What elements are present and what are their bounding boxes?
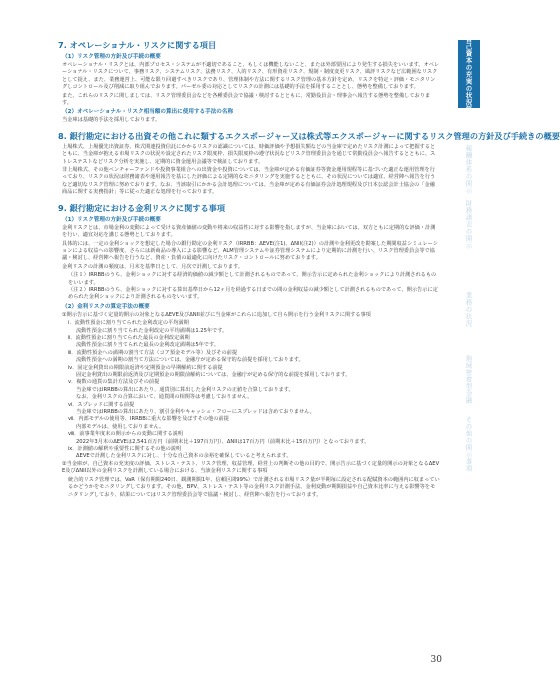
list-item-detail: 流動性預金に割り当てられた最長の金利改定満期は5年です。 [76,342,219,349]
list-item-detail: 流動性預金への満期の割当て方法については、金融庁が定める保守的な前提を採用しております。 [76,357,304,364]
sidebar-tab-business-status[interactable] [458,275,480,343]
section-7-paragraph-3: 当金庫は基礎的手法を採用しております。 [62,117,161,124]
section-8-title: 8. 銀行勘定における出資その他これに類するエクスポージャー又は株式等エクスポージャーに関するリスク管理の方針及び手続きの概要 [58,130,560,141]
list-item: ⅸ．計測値の解釈や重要性に関するその他の説明 [68,446,182,453]
section-9-clause-1: ①開示告示に基づく定量的開示の対象となるΔEVE及びΔNII並びに当金庫がこれらに追加して自ら開示を行う金利リスクに関する事項 [62,311,371,318]
sidebar-tab-financial-statements[interactable] [458,190,480,258]
sidebar-tab-label: 財務諸表の開示 [464,199,473,249]
sidebar-tab-label: 地域密着型金融 [464,354,473,404]
section-9-clause-2: ②当金庫が、自己資本の充実度の評価、ストレス・テスト、リスク管理、収益管理、経営上の判断その他の目的で、開示告示に基づく定量的開示の対象となるΔEVE及びΔNII以外の金利リスクを計測している場合における、当該金利リスクに関する事項 [62,460,440,475]
section-8-paragraph-2: 非上場株式、その他ベンチャーファンドや投資事業組合への出資金や投資については、当金庫が定める有価証券等資金運用規程等に基づいた適正な運用管理を行っており、リスクの状況は財務諸表や運用報告を基にした評価による定期的なモニタリングを実施するとともに、その状況については適宜、経営陣へ報告を行うなど適切なリスク管理に努めております。なお、当該取引にかかる会計処理については、当金庫が定める有価証券会計処理規程及び日本公認会計士協会の「金融商品に関する実務指針」等に従った適正な処理を行っております。 [62,167,436,196]
sidebar-tab-label: その他の開示事項 [464,416,473,472]
section-9-subheading-2: （2）金利リスクの算定手法の概要 [62,303,150,310]
sidebar-tab-regional-finance[interactable] [458,345,480,413]
list-item-detail: なお、金利リスクの合算において、通貨間の相関等は考慮しておりません。 [76,394,253,401]
list-item: ⅱ．流動性預金に割り当てられた最長の金利改定満期 [68,334,190,341]
section-9-paragraph-1: 金利リスクとは、市場金利の変動によって受ける資産価値の変動や将来の収益性に対する影響を指しますが、当金庫においては、双方ともに定期的な評価・計測を行い、適宜対応を講じる態勢としております。 [62,224,436,239]
list-item-detail: 当金庫ではIRRBBの算出にあたり、通貨別に算出した金利リスクの正値を合算しております。 [76,386,294,393]
list-item: ⅴ．複数の通貨の集計方法及びその前提 [68,379,160,386]
list-item-detail: 当金庫ではIRRBBの算出にあたり、割引金利やキャッシュ・フローにスプレッドは含めておりません。 [76,409,315,416]
sidebar-tab-label: 報酬体系の開示 [464,144,473,194]
section-9-note-1: （注１）IRRBBのうち、金利ショックに対する経済的価値の減少額として計測されるものであって、開示告示に定められた金利ショックにより計測されるものをいいます。 [68,272,437,286]
list-item-detail: 固定金利貸出の期限前返済及び定期預金の期限前解約については、金融庁が定める保守的な前提を採用しております。 [76,372,351,378]
section-7-subheading-2: （2）オペレーショナル・リスク相当額の算出に使用する手法の名称 [62,109,234,116]
list-item-detail: ΔEVEで計測した金利リスクに対し、十分な自己資本の余裕を確保していると考えられます。 [76,453,292,460]
list-item: ⅲ．流動性預金への満期の割当て方法（コア預金モデル等）及びその前提 [68,349,238,356]
section-7-paragraph-1: オペレーショナル・リスクとは、内部プロセス・システムが不適切であること、もしくは機能しないこと、または外部要因により発生する損失をいいます。オペレーショナル・リスクについて、事務リスク、システムリスク、法務リスク、人的リスク、有形資産リスク、規制・制度変更リスク、風評リスクなど広範囲なリスクとして捉え、また、業務運営上、可能な限り回避すべきリスクであり、管理体制や方法に関するリスク管理の基本方針を定め、リスクを特定・評価・モニタリングしコントロール及び削減に取り組んでおります。パーゼル委の対応としてリスクの計測には基礎的手法を採用することとし、態勢を整備しております。 [62,62,440,91]
section-7-title: 7. オペレーショナル・リスクに関する項目 [58,40,217,50]
section-9-paragraph-3: 金利リスクの計測の頻度は、月末を基準日として、月次で計測しております。 [62,263,243,270]
section-8-paragraph-1: 上場株式、上場優先出資証券、株式関連投資信託にかかるリスクの認識については、時価評価や予想損失額などの当金庫で定めたリスク計測によって把握するとともに、当金庫が抱える市場リスクの状況や設定されたリスク限度枠、損失限度枠の遵守状況などリスク管理委員会を通じて常勤役員会へ報告するとともに、ストレステストなどリスク分析を実施し、定期的に資金運用会議等で検証しております。 [62,143,436,165]
list-item-detail: 流動性預金に割り当てられた金利改定の平均満期は1.25年です。 [76,327,228,334]
list-item: ⅳ．固定金利貸出の期限前返済や定期預金の早期解約に関する前提 [68,364,223,371]
sidebar-tab-other-disclosures[interactable] [458,410,480,478]
sidebar-tab-label: 自己資本の充実の状況等 [464,35,473,113]
section-7-subheading-1: （1）リスク管理の方針及び手続の概要 [62,54,161,60]
section-9-paragraph-2: 具体的には、一定の金利ショックを想定した場合の銀行勘定の金利リスク（IRRBB：ΔEVE(注1)、ΔNII(注2)）の計測や金利更改を勘案した期間収益シミュレーションによる収益への影響度、さらには新商品の導入による影響など、ALM管理システムや証券管理システムにより定期的に計測を行い、リスク管理委員会等で協議・検討し、経営陣へ報告を行うなど、資産・負債の最適化に向けたリスク・コントロールに努めております。 [62,240,438,262]
list-item-detail: 内部モデルは、使用しておりません。 [76,423,165,430]
section-9-subheading-1: （1）リスク管理の方針及び手続の概要 [62,216,161,223]
list-item: ⅷ．前事業年度末の開示からの変動に関する説明 [68,431,184,438]
list-item-detail: 2022年3月末のΔEVEは2,541百万円（前期末比＋197百万円）、ΔNIIは17百万円（前期末比＋15百万円）となっております。 [76,438,370,445]
section-9-note-2: （注２）IRRBBのうち、金利ショックに対する算出基準日から12ヶ月を経過する日までの間の金利収益の減少額として計測されるものであって、開示告示に定められた金利ショックにより計測されるものをいいます。 [68,286,438,301]
list-item: ⅵ．スプレッドに関する前提 [68,401,135,408]
sidebar-tab-capital-adequacy[interactable] [458,35,480,113]
section-7-paragraph-2: また、これらのリスクに関しましては、リスク管理委員会などを各種委員会で協議・検討するとともに、常勤役員会・理事会へ報告する態勢を整備しております。 [62,92,431,107]
list-item: ⅰ．流動性預金に割り当てられた金利改定の平均満期 [68,320,189,327]
page-number: 30 [430,655,442,665]
list-item: ⅶ．内部モデルの使用等、IRRBBに重大な影響を及ぼすその他の前提 [68,416,229,423]
section-9-clause-2-detail: 統合的リスク管理では、VaR（保有期間240日、観測期間1年、信頼区間99%）で計測される市場リスク量が半期毎に設定される配賦資本の範囲内に収まっているかどうかをモニタリングしております。その他、BPV、ストレス・テスト等の金利リスク計測手法、金利変動が期間損益や自己資本比率に与える影響等をモニタリングしており、結果についてはリスク管理委員会等で協議・検討し、経営陣へ報告を行っております。 [68,476,440,498]
sidebar-tab-label: 業務の状況 [464,291,473,327]
section-9-title: 9. 銀行勘定における金利リスクに関する事項 [58,202,226,213]
section-index-sidebar [452,0,480,679]
